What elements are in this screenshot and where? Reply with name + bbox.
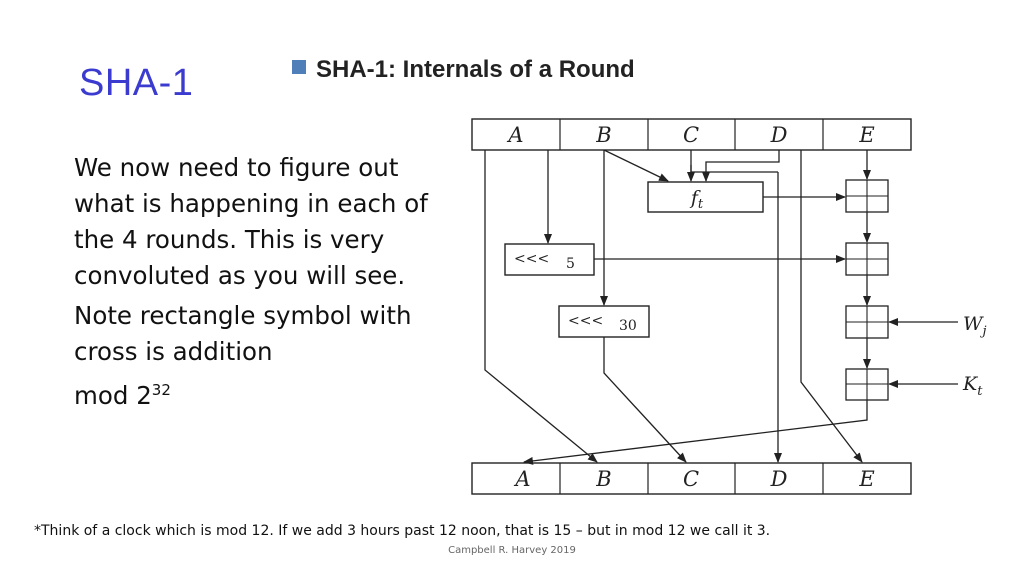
bottom-register-c: C — [682, 467, 700, 491]
c-to-d-connector — [691, 165, 778, 172]
top-register-c: C — [682, 123, 700, 147]
top-register-e: E — [859, 123, 875, 147]
rotate-30-amount: 30 — [619, 318, 637, 334]
k-input-label: $K_t$ — [963, 373, 983, 399]
function-label: f — [690, 187, 698, 209]
rotate-30-box — [559, 306, 649, 337]
rotate-5-amount: 5 — [566, 256, 575, 272]
adder-4 — [846, 369, 888, 400]
adder-3 — [846, 306, 888, 338]
adder-1 — [846, 180, 888, 212]
heading-bullet — [292, 60, 306, 74]
bottom-register-b: B — [596, 467, 612, 491]
paragraph-addition-exponent: 32 — [151, 380, 171, 399]
function-ft-box — [648, 182, 763, 212]
w-input-label: $W_j$ — [963, 313, 987, 339]
credit: Campbell R. Harvey 2019 — [448, 545, 576, 556]
paragraph-rounds: We now need to figure out what is happening in each of the 4 rounds. This is very convoluted as you will see. — [74, 153, 428, 290]
top-register-row — [472, 119, 911, 150]
rotate-5-label: <<< — [514, 251, 550, 267]
bottom-register-a: A — [515, 467, 531, 491]
bottom-register-row — [472, 463, 911, 494]
rotate-30-label: <<< — [568, 313, 604, 329]
adder-2 — [846, 243, 888, 275]
function-subscript: t — [697, 197, 704, 212]
top-register-b: B — [596, 123, 612, 147]
bottom-register-d: D — [770, 467, 788, 491]
footnote: *Think of a clock which is mod 12. If we add 3 hours past 12 noon, that is 15 – but in mod 12 we call it 3. — [34, 523, 771, 539]
paragraph-addition-main: Note rectangle symbol with cross is addition — [74, 301, 412, 366]
top-register-d: D — [770, 123, 788, 147]
rotate-5-box — [505, 244, 594, 275]
bottom-register-e: E — [859, 467, 875, 491]
diagram-heading: SHA-1: Internals of a Round — [316, 56, 635, 83]
top-register-a: A — [508, 123, 524, 147]
slide-title: SHA-1 — [79, 62, 194, 104]
paragraph-addition-mod: mod 2 — [74, 381, 152, 410]
